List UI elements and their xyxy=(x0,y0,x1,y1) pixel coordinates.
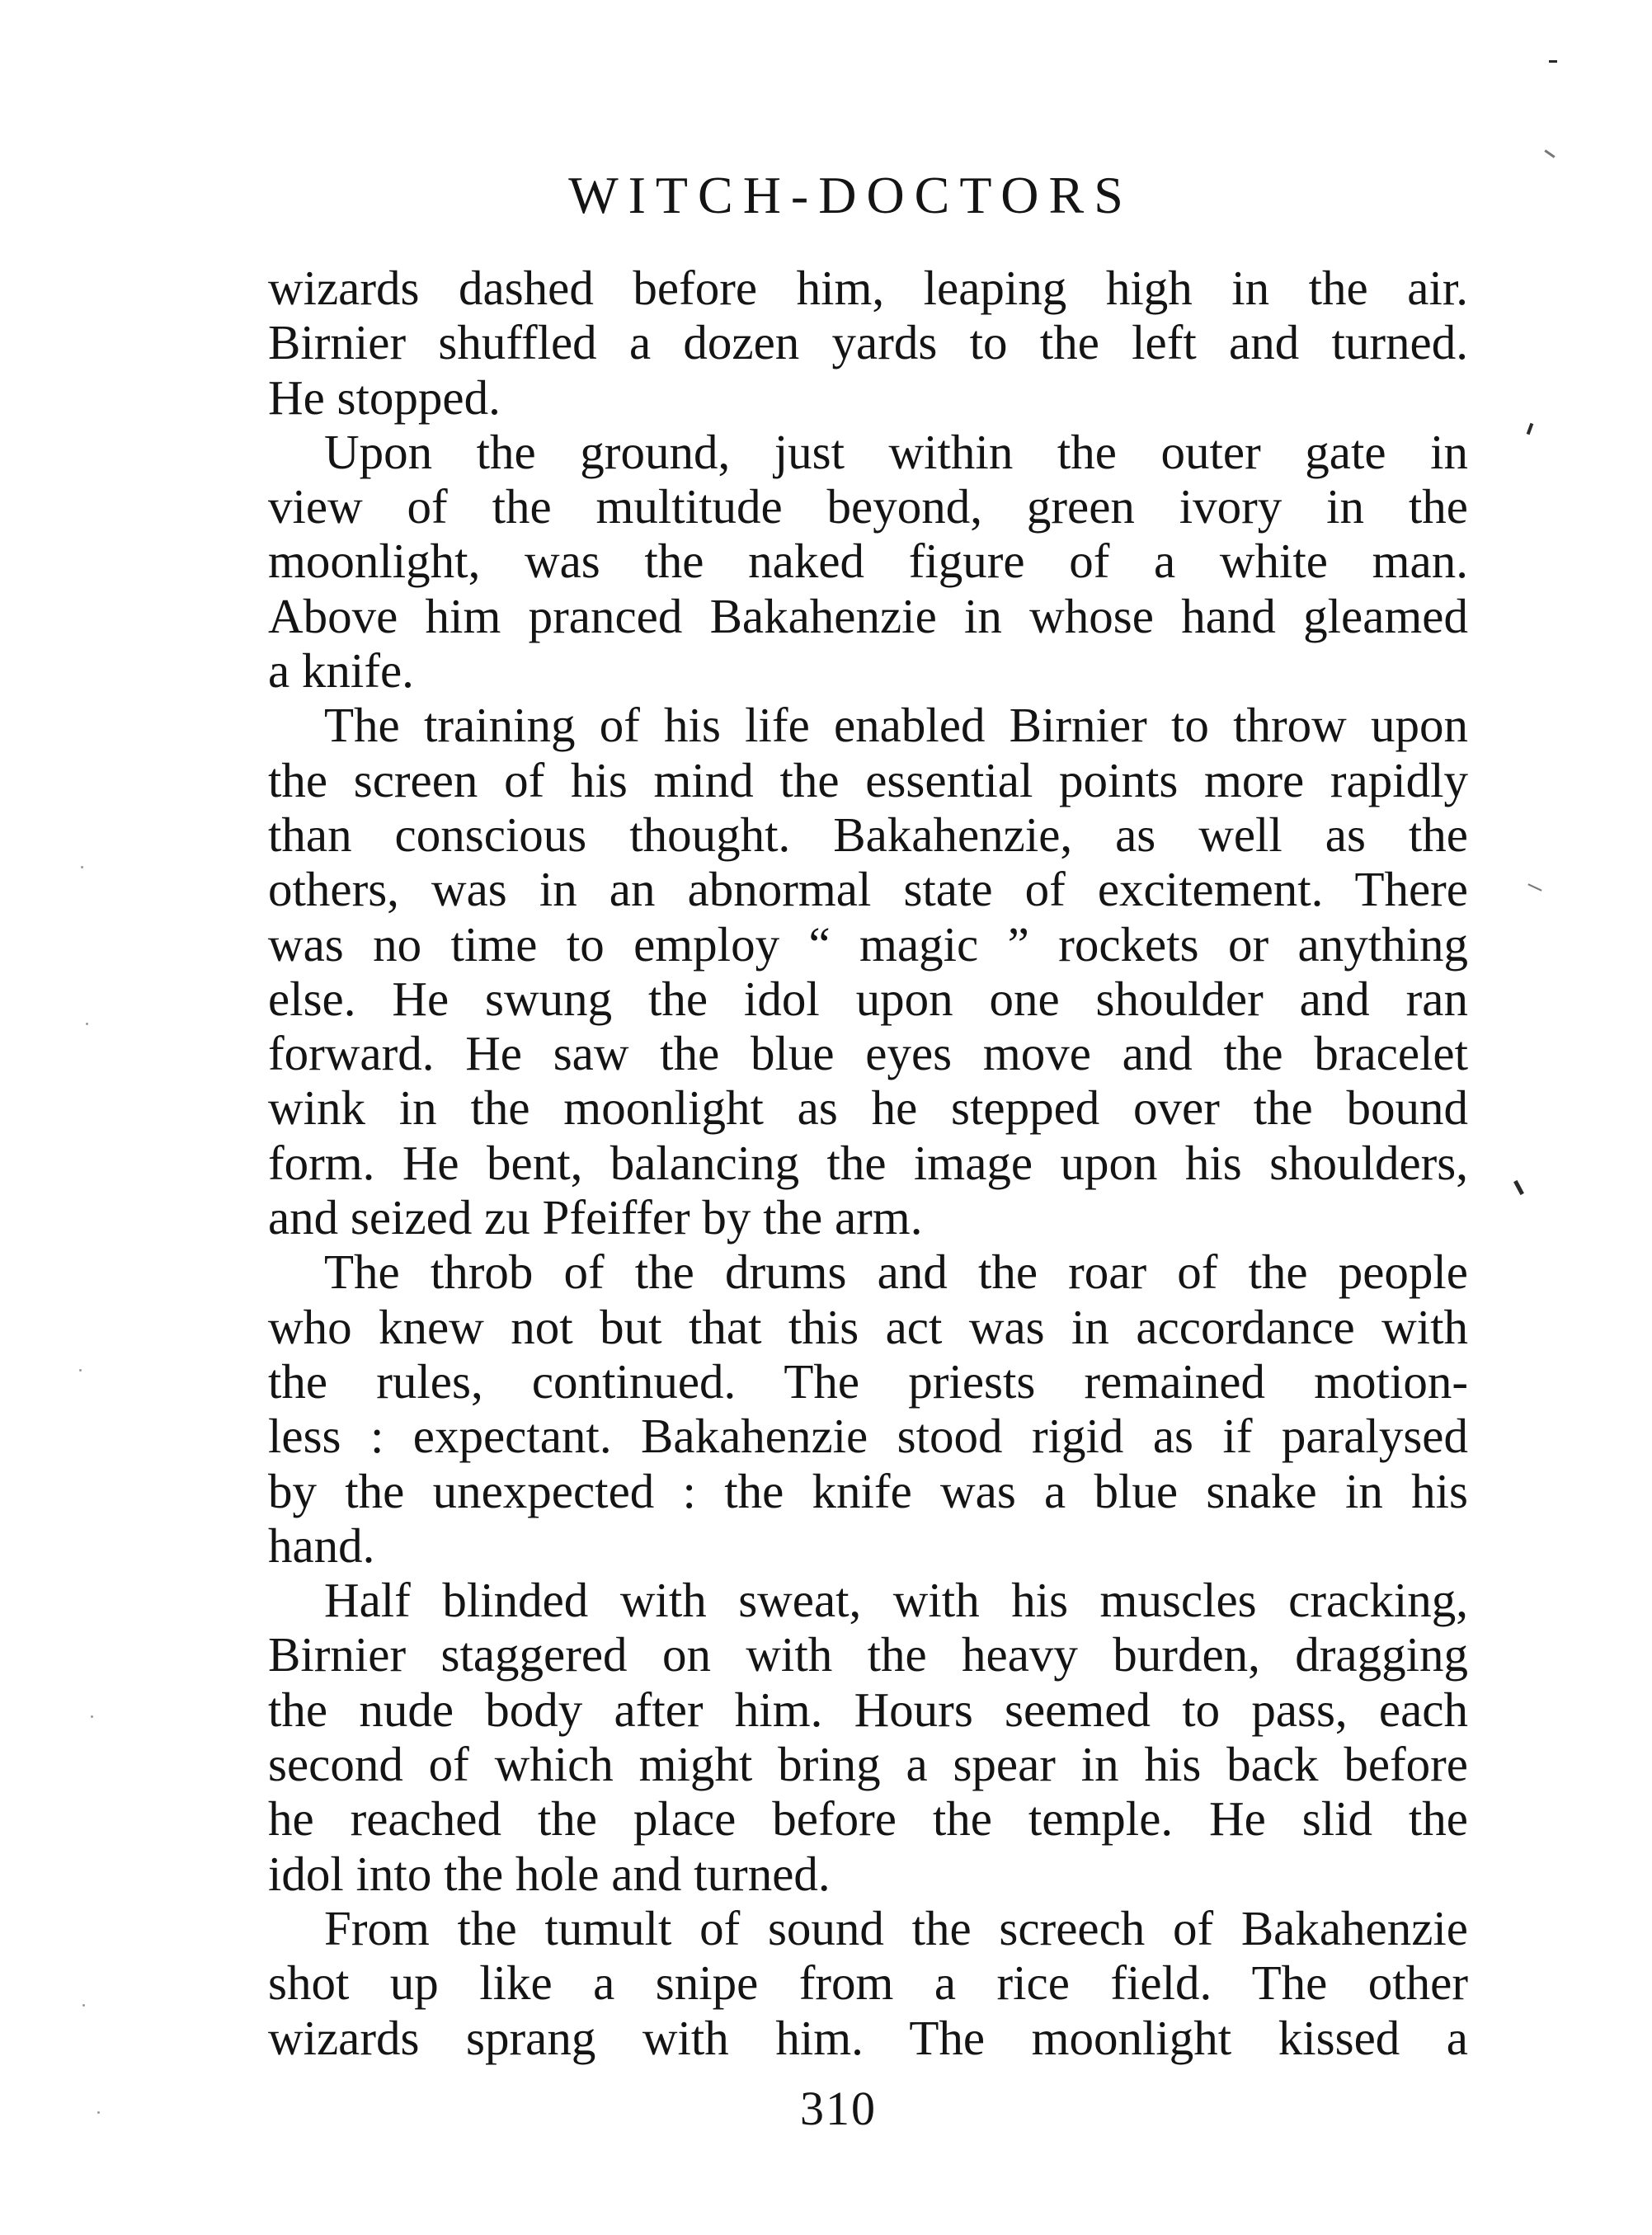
scan-mark xyxy=(1513,1180,1524,1195)
text-line: wizards dashed before him, leaping high in the air. xyxy=(268,261,1468,315)
scan-mark xyxy=(1549,60,1557,63)
text-line: forward. He saw the blue eyes move and the bracelet xyxy=(268,1026,1468,1081)
text-line: and seized zu Pfeiffer by the arm. xyxy=(268,1190,923,1245)
scan-speck xyxy=(91,1715,93,1718)
text-line: than conscious thought. Bakahenzie, as well as the xyxy=(268,807,1468,862)
text-line: the nude body after him. Hours seemed to pass, each xyxy=(268,1682,1468,1737)
text-line: form. He bent, balancing the image upon his shoulders, xyxy=(268,1135,1468,1190)
scan-speck xyxy=(97,2111,100,2114)
text-line: Upon the ground, just within the outer gate in xyxy=(324,424,1468,479)
scan-mark xyxy=(1544,149,1555,158)
text-line: idol into the hole and turned. xyxy=(268,1846,831,1901)
text-line: wink in the moonlight as he stepped over the bound xyxy=(268,1080,1468,1136)
text-line: was no time to employ “ magic ” rockets or anything xyxy=(268,916,1468,972)
scan-speck xyxy=(79,1369,82,1372)
scan-speck xyxy=(86,1023,88,1025)
text-line: The training of his life enabled Birnier to throw upon xyxy=(324,698,1468,753)
scan-speck xyxy=(81,866,83,868)
text-line: Half blinded with sweat, with his muscles cracking, xyxy=(324,1573,1468,1628)
text-line: others, was in an abnormal state of excitement. There xyxy=(268,862,1468,917)
body-text xyxy=(268,261,1468,2065)
text-line: wizards sprang with him. The moonlight kissed a xyxy=(268,2010,1468,2065)
text-line: From the tumult of sound the screech of Bakahenzie xyxy=(324,1900,1468,1955)
text-line: the rules, continued. The priests remained motion- xyxy=(268,1353,1468,1409)
text-line: who knew not but that this act was in accordance with xyxy=(268,1299,1468,1354)
scan-mark xyxy=(1527,423,1534,435)
page-number: 310 xyxy=(800,2082,877,2135)
scan-speck xyxy=(82,2004,85,2007)
text-line: by the unexpected : the knife was a blue snake in his xyxy=(268,1463,1468,1518)
text-line: he reached the place before the temple. He slid the xyxy=(268,1791,1468,1847)
running-head: WITCH-DOCTORS xyxy=(568,166,1133,224)
text-line: He stopped. xyxy=(268,369,501,425)
text-line: moonlight, was the naked figure of a white man. xyxy=(268,534,1468,589)
text-line: second of which might bring a spear in his back before xyxy=(268,1737,1468,1792)
text-line: The throb of the drums and the roar of the people xyxy=(324,1245,1468,1300)
text-line: shot up like a snipe from a rice field. The other xyxy=(268,1955,1468,2011)
scan-mark xyxy=(1527,883,1541,891)
text-line: hand. xyxy=(268,1517,375,1573)
text-line: less : expectant. Bakahenzie stood rigid as if paralysed xyxy=(268,1409,1468,1464)
text-line: Birnier shuffled a dozen yards to the left and turned. xyxy=(268,315,1468,370)
text-line: the screen of his mind the essential points more rapidly xyxy=(268,752,1468,807)
text-line: Above him pranced Bakahenzie in whose hand gleamed xyxy=(268,588,1468,643)
text-line: else. He swung the idol upon one shoulder and ran xyxy=(268,971,1468,1026)
text-line: a knife. xyxy=(268,643,414,699)
text-line: Birnier staggered on with the heavy burden, dragging xyxy=(268,1627,1468,1682)
text-line: view of the multitude beyond, green ivory in the xyxy=(268,479,1468,534)
